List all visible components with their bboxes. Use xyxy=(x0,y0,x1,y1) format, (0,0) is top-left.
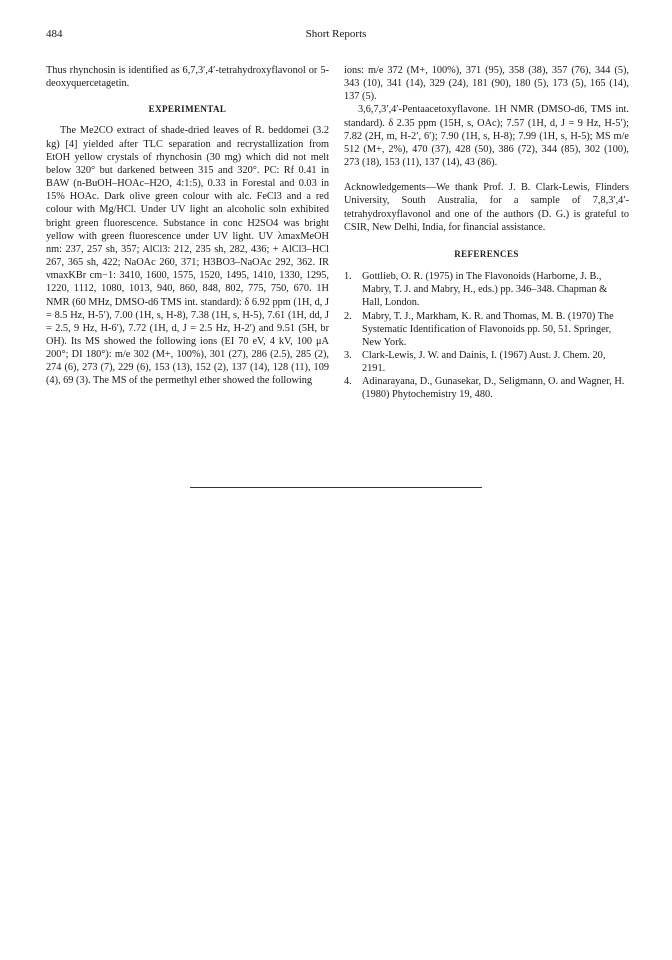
reference-number: 2. xyxy=(344,310,352,322)
reference-item xyxy=(344,349,629,375)
page-number: 484 xyxy=(46,28,63,40)
reference-item xyxy=(344,310,629,349)
reference-text: Clark-Lewis, J. W. and Dainis, I. (1967) Aust. J. Chem. 20, 2191. xyxy=(362,349,606,375)
reference-text: Adinarayana, D., Gunasekar, D., Seligmann, O. and Wagner, H. (1980) Phytochemistry 19, 480. xyxy=(362,376,625,401)
left-column xyxy=(46,64,329,388)
reference-number: 1. xyxy=(344,271,352,283)
ms-continued-paragraph: ions: m/e 372 (M+, 100%), 371 (95), 358 (38), 357 (76), 344 (5), 343 (10), 341 (14), 329 (24), 181 (90), 180 (5), 173 (5), 165 (14), 137 (5). xyxy=(344,65,629,103)
journal-section-title: Short Reports xyxy=(305,28,367,40)
end-of-article-rule xyxy=(190,487,482,488)
reference-text: Gottlieb, O. R. (1975) in The Flavonoids (Harborne, J. B., Mabry, T. J. and Mabry, H., eds.) pp. 346–348. Chapman & Hall, London. xyxy=(362,271,608,309)
reference-item xyxy=(344,270,629,309)
reference-text: Mabry, T. J., Markham, K. R. and Thomas, M. B. (1970) The Systematic Identification of Flavonoids pp. 50, 51. Springer, New York. xyxy=(362,310,614,348)
reference-item xyxy=(344,375,629,401)
references-list xyxy=(344,270,629,402)
right-column xyxy=(344,64,629,402)
experimental-paragraph: The Me2CO extract of shade-dried leaves of R. beddomei (3.2 kg) [4] yielded after TLC separation and recrystallization from EtOH yellow crystals of rhynchosin (30 mg) which did not melt below 320° but darkened between 315 and 320°. PC: Rf 0.41 in BAW (n-BuOH–HOAc–H2O, 4:1:5), 0.33 in Forestal and 0.03 in 15% HOAc. Dark olive green colour with alc. FeCl3 and a red colour with Mg/HCl. Under UV light an alcoholic soln exhibited bright green fluorescence. Substance in conc H2SO4 was bright yellow with green fluorescence under UV light. UV λmaxMeOH nm: 237, 257 sh, 357; AlCl3: 212, 235 sh, 282, 436; + AlCl3–HCl 267, 365 sh, 422; NaOAc 260, 371; H3BO3–NaOAc 292, 362. IR νmaxKBr cm−1: 3410, 1600, 1575, 1520, 1495, 1410, 1330, 1295, 1220, 1112, 1080, 1013, 940, 860, 848, 802, 775, 750, 670. 1H NMR (60 MHz, DMSO-d6 TMS int. standard): δ 6.92 ppm (1H, d, J = 8.5 Hz, H-5′), 7.00 (1H, s, H-8), 7.38 (1H, s, H-5), 7.61 (1H, dd, J = 2.5, 9 Hz, H-6′), 7.72 (1H, d, J = 2.5 Hz, H-2′) and 9.51 (5H, br OH). Its MS showed the following ions (EI 70 eV, 4 kV, 100 μA 200°; DI 180°): m/e 302 (M+, 100%), 301 (27), 286 (2.5), 285 (2), 274 (6), 273 (7), 229 (6), 153 (13), 152 (2), 137 (14), 128 (11), 109 (4), 69 (3). The MS of the permethyl ether showed the following xyxy=(46,125,329,387)
references-heading: REFERENCES xyxy=(454,248,519,259)
experimental-heading: EXPERIMENTAL xyxy=(148,104,227,115)
intro-paragraph: Thus rhynchosin is identified as 6,7,3′,4′-tetrahydroxyflavonol or 5-deoxyquercetagetin. xyxy=(46,65,329,90)
reference-number: 4. xyxy=(344,376,352,388)
pentaacetoxy-paragraph: 3,6,7,3′,4′-Pentaacetoxyflavone. 1H NMR (DMSO-d6, TMS int. standard). δ 2.35 ppm (15H, s, OAc); 7.57 (1H, d, J = 9 Hz, H-5′); 7.82 (2H, m, H-2′, 6′); 7.90 (1H, s, H-8); 7.99 (1H, s, H-5); MS m/e 512 (M+, 2%), 470 (37), 428 (50), 386 (72), 344 (85), 302 (100), 273 (18), 153 (11), 137 (14), 43 (86). xyxy=(344,104,629,169)
reference-number: 3. xyxy=(344,349,352,361)
acknowledgements-paragraph: Acknowledgements—We thank Prof. J. B. Clark-Lewis, Flinders University, South Australia, for a sample of 7,8,3′,4′-tetrahydroxyflavonol and one of the authors (D. G.) is grateful to CSIR, New Delhi, India, for financial assistance. xyxy=(344,182,629,233)
